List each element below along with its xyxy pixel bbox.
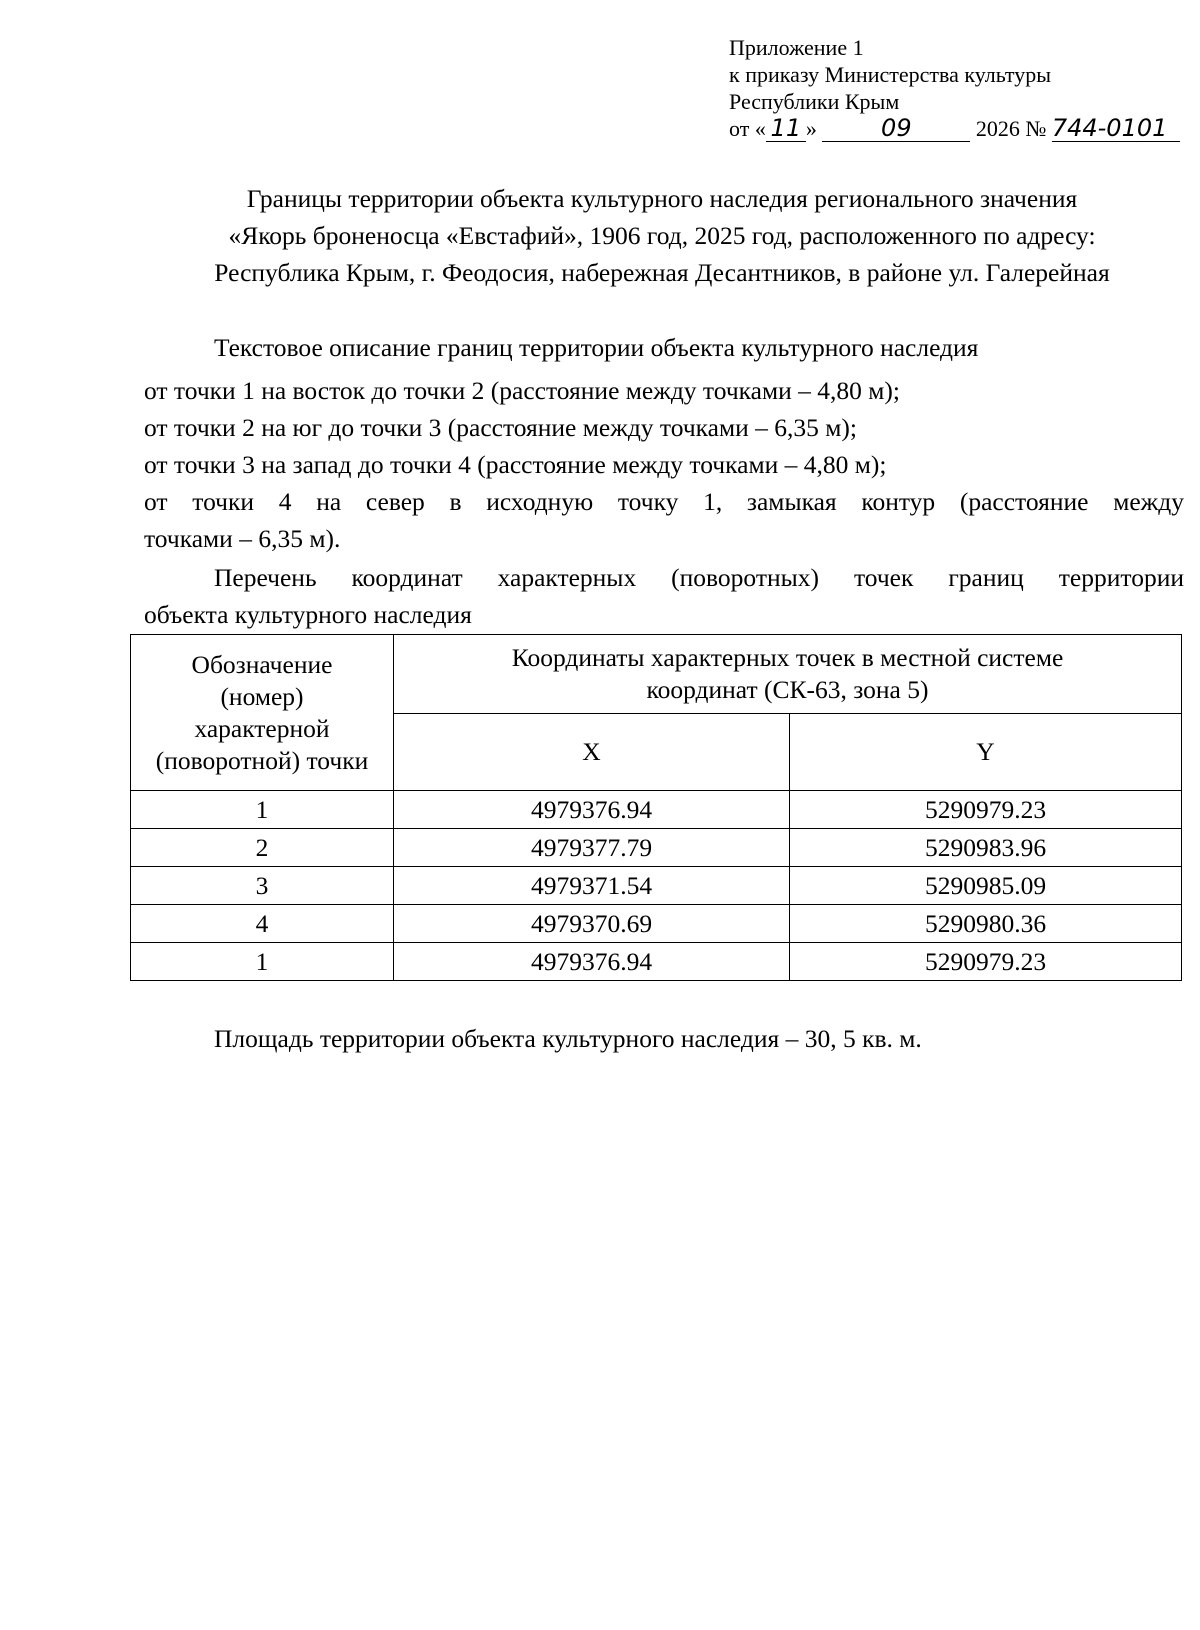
- document-title: [132, 180, 1192, 291]
- y-cell: 5290979.23: [790, 791, 1182, 829]
- header-text: координат (СК-63, зона 5): [646, 675, 929, 704]
- x-cell: 4979376.94: [394, 943, 790, 981]
- territory-area: Площадь территории объекта культурного наследия – 30, 5 кв. м.: [214, 1024, 922, 1053]
- point-designation-header: [131, 635, 394, 791]
- x-column-header: X: [394, 714, 790, 791]
- date-mid: »: [805, 116, 817, 141]
- header-text: Координаты характерных точек в местной системе: [511, 643, 1064, 672]
- y-column-header: Y: [790, 714, 1182, 791]
- description-line: от точки 1 на восток до точки 2 (расстояние между точками – 4,80 м);: [144, 376, 900, 405]
- month-field: [822, 116, 970, 142]
- date-prefix: от «: [729, 116, 766, 141]
- description-heading: Текстовое описание границ территории объекта культурного наследия: [214, 333, 979, 362]
- point-cell: 1: [131, 943, 394, 981]
- y-cell: 5290979.23: [790, 943, 1182, 981]
- number-field: [1052, 116, 1180, 142]
- header-text: (поворотной) точки: [155, 745, 369, 775]
- y-cell: 5290983.96: [790, 829, 1182, 867]
- header-text: (номер): [220, 681, 304, 711]
- title-line-1: Границы территории объекта культурного наследия регионального значения: [246, 184, 1078, 213]
- month-handwritten: 09: [881, 114, 912, 142]
- annex-ministry: Республики Крым: [729, 89, 900, 114]
- annex-title: Приложение 1: [729, 35, 864, 60]
- annex-date-line: [729, 115, 1180, 142]
- table-row: [131, 791, 1182, 829]
- annex-order-ref: к приказу Министерства культуры: [729, 62, 1052, 87]
- point-cell: 4: [131, 905, 394, 943]
- header-text: характерной: [194, 713, 330, 743]
- coordinates-group-header: [394, 635, 1182, 714]
- x-cell: 4979370.69: [394, 905, 790, 943]
- point-cell: 1: [131, 791, 394, 829]
- table-row: [131, 829, 1182, 867]
- intro-line-2: объекта культурного наследия: [144, 600, 472, 629]
- x-cell: 4979371.54: [394, 867, 790, 905]
- annex-header: [729, 34, 1180, 142]
- description-line: от точки 4 на север в исходную точку 1, замыкая контур (расстояние между: [144, 487, 1184, 516]
- day-field: [766, 116, 806, 142]
- point-cell: 2: [131, 829, 394, 867]
- title-line-2: «Якорь броненосца «Евстафий», 1906 год, 2025 год, расположенного по адресу:: [228, 221, 1096, 250]
- day-handwritten: 11: [770, 114, 802, 142]
- y-cell: 5290985.09: [790, 867, 1182, 905]
- title-line-3: Республика Крым, г. Феодосия, набережная Десантников, в районе ул. Галерейная: [214, 258, 1110, 287]
- boundary-description: [144, 372, 1184, 557]
- coordinates-intro: [144, 559, 1184, 633]
- header-text: Обозначение: [191, 649, 333, 679]
- table-row: [131, 943, 1182, 981]
- x-cell: 4979377.79: [394, 829, 790, 867]
- description-line: точками – 6,35 м).: [144, 524, 341, 553]
- description-line: от точки 2 на юг до точки 3 (расстояние между точками – 6,35 м);: [144, 413, 857, 442]
- table-row: [131, 905, 1182, 943]
- number-handwritten: 744-0101: [1051, 114, 1168, 142]
- x-cell: 4979376.94: [394, 791, 790, 829]
- table-row: [131, 867, 1182, 905]
- intro-line-1: Перечень координат характерных (поворотных) точек границ территории: [214, 563, 1184, 592]
- year-label: 2026 №: [975, 116, 1047, 141]
- description-line: от точки 3 на запад до точки 4 (расстояние между точками – 4,80 м);: [144, 450, 887, 479]
- table-header-row: [131, 635, 1182, 714]
- point-cell: 3: [131, 867, 394, 905]
- y-cell: 5290980.36: [790, 905, 1182, 943]
- coordinates-table: [130, 634, 1182, 981]
